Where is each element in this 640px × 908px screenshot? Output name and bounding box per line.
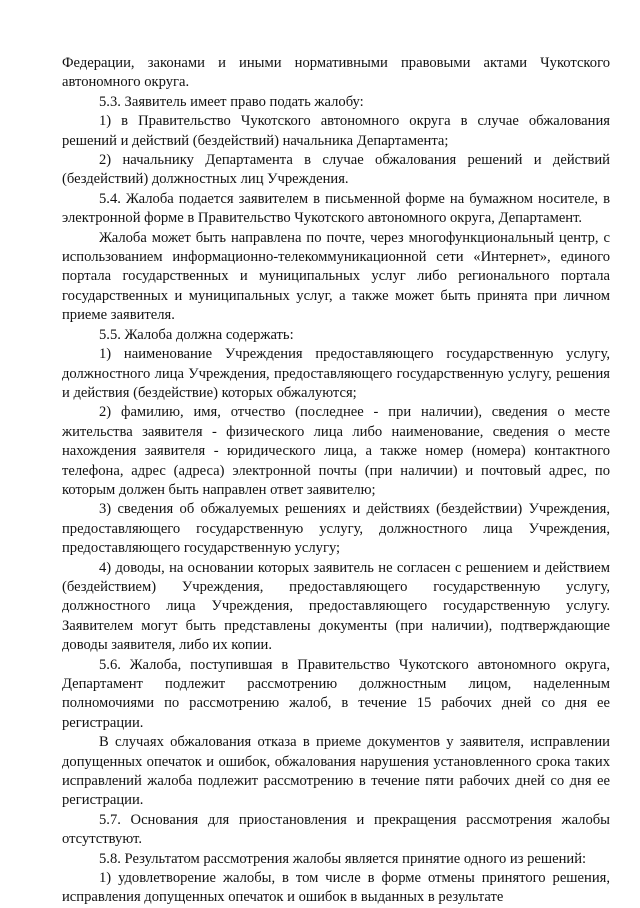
paragraph-5-5-item-4: 4) доводы, на основании которых заявитель не согласен с решением и действием (бездействием) Учреждения, предоставляющего государственную услугу, должностного лица Учреждения, предоставляющего государственную услугу. Заявителем могут быть представлены документы (при наличии), подтверждающие доводы заявителя, либо их копии.	[62, 559, 610, 654]
paragraph-5-3-item-1: 1) в Правительство Чукотского автономного округа в случае обжалования решений и действий (бездействий) начальника Департамента;	[62, 113, 610, 149]
paragraph-5-3-item-2: 2) начальнику Департамента в случае обжалования решений и действий (бездействий) должностных лиц Учреждения.	[62, 152, 610, 188]
paragraph-5-6: 5.6. Жалоба, поступившая в Правительство Чукотского автономного округа, Департамент подлежит рассмотрению должностным лицом, наделенным полномочиями по рассмотрению жалоб, в течение 15 рабочих дней со дня ее регистрации.	[62, 656, 610, 731]
paragraph-5-5-item-3: 3) сведения об обжалуемых решениях и действиях (бездействии) Учреждения, предоставляющего государственную услугу, должностного лица Учреждения, предоставляющего государственную услугу;	[62, 501, 610, 557]
paragraph-continuation: Федерации, законами и иными нормативными правовыми актами Чукотского автономного округа.	[62, 55, 610, 91]
paragraph-5-8-item-1: 1) удовлетворение жалобы, в том числе в форме отмены принятого решения, исправления допущенных опечаток и ошибок в выданных в результате	[62, 870, 610, 906]
paragraph-5-5-item-1: 1) наименование Учреждения предоставляющего государственную услугу, должностного лица Учреждения, предоставляющего государственную услугу, решения и действия (бездействие) которых обжалуются;	[62, 346, 610, 401]
paragraph-5-5-item-2: 2) фамилию, имя, отчество (последнее - при наличии), сведения о месте жительства заявителя - физического лица либо наименование, сведения о месте нахождения заявителя - юридического лица, а также номер (номера) контактного телефона, адрес (адреса) электронной почты (при наличии) и почтовый адрес, по которым должен быть направлен ответ заявителю;	[62, 404, 610, 498]
paragraph-5-3: 5.3. Заявитель имеет право подать жалобу:	[99, 93, 364, 110]
paragraph-5-8: 5.8. Результатом рассмотрения жалобы является принятие одного из решений:	[99, 850, 587, 867]
document-page	[62, 54, 610, 908]
paragraph-5-7: 5.7. Основания для приостановления и прекращения рассмотрения жалобы отсутствуют.	[62, 811, 610, 848]
paragraph-5-6-refusal: В случаях обжалования отказа в приеме документов у заявителя, исправлении допущенных опечаток и ошибок, обжалования нарушения установленного срока таких исправлений жалоба подлежит рассмотрению в течение пяти рабочих дней со дня ее регистрации.	[62, 734, 610, 809]
paragraph-5-4-mail: Жалоба может быть направлена по почте, через многофункциональный центр, с использованием информационно-телекоммуникационной сети «Интернет», единого портала государственных и муниципальных услуг либо регионального портала государственных и муниципальных услуг, а также может быть принята при личном приеме заявителя.	[62, 229, 610, 324]
paragraph-5-5: 5.5. Жалоба должна содержать:	[99, 326, 294, 343]
paragraph-5-4: 5.4. Жалоба подается заявителем в письменной форме на бумажном носителе, в электронной форме в Правительство Чукотского автономного округа, Департамент.	[62, 190, 610, 227]
